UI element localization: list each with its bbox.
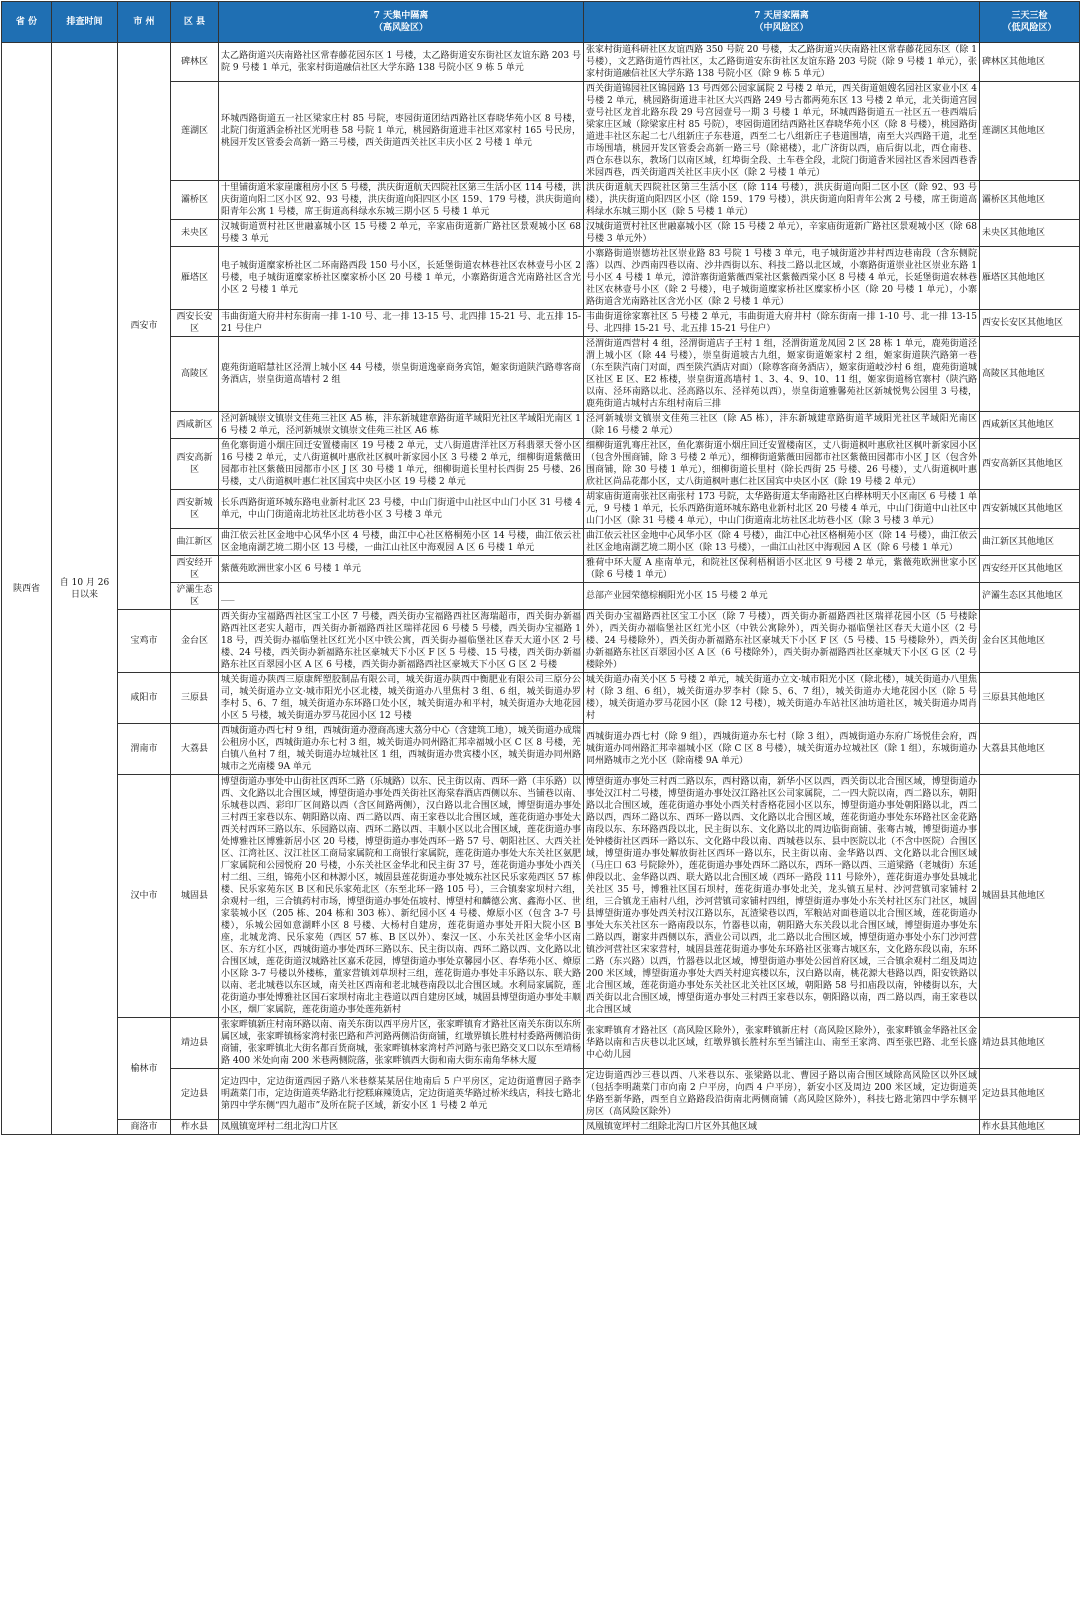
mid-risk-cell: 城关街道办南关小区 5 号楼 2 单元，城关街道办立文·城市阳光小区（除北楼），城关街道办八里焦村（除 3 组、6 组），城关街道办罗李村（除 5、6、7 组），城关街道办大地花园小区（除 5 号楼），城关街道办罗马花园小区（除 12 号楼），城关街道办车站社区油坊道社区，城关街道办周肖村 bbox=[584, 673, 980, 724]
header-high-risk bbox=[219, 2, 584, 43]
table-row bbox=[2, 1120, 1080, 1135]
district-cell: 浐灞生态区 bbox=[171, 583, 219, 610]
city-cell: 咸阳市 bbox=[118, 673, 171, 724]
district-cell: 柞水县 bbox=[171, 1120, 219, 1135]
high-risk-cell: 长乐西路街道环城东路电业新村北区 23 号楼，中山门街道中山社区中山门小区 31 号楼 4 单元，中山门街道南北坊社区北坊巷小区 3 号楼 3 单元 bbox=[219, 490, 584, 529]
low-risk-cell: 定边县其他地区 bbox=[980, 1069, 1080, 1120]
header-high-sub: （高风险区） bbox=[373, 23, 428, 33]
district-cell: 金台区 bbox=[171, 610, 219, 673]
high-risk-cell: 鱼化寨街道小烟庄回迁安置楼南区 19 号楼 2 单元，丈八街道唐洋社区万科翡翠天誉小区 16 号楼 2 单元，丈八街道枫叶惠欣社区枫叶新家园小区 3 号楼 2 单元，细柳街道紫薇田园都市社区紫薇田园都市小区 J 区 30 号楼 1 单元，细柳街道长里村长西街 25 号楼、26 号楼，丈八街道枫叶惠仁社区国宾中央区小区 19 号楼 2 单元 bbox=[219, 439, 584, 490]
high-risk-cell: 张家畔镇新庄村南环路以南、南关东街以西平房片区，张家畔镇育才路社区南关东街以东所属区域，张家畔镇杨家湾村张巴路和芦河路两侧沿街商铺，红墩界镇长胜村村委路两侧沿街商铺，张家畔镇北大街名都百货商城，张家畔镇林家湾村芦河路与张巴路交叉口以东至靖杨路 400 米处向南 200 米巷两侧院落，张家畔镇西大街和南大街东南角华林大厦 bbox=[219, 1018, 584, 1069]
district-cell: 西安新城区 bbox=[171, 490, 219, 529]
high-risk-cell: 环城西路街道五一社区梁家庄村 85 号院，枣园街道团结西路社区春晓华苑小区 8 号楼，北院门街道洒金桥社区光明巷 58 号院 1 单元，桃园路街道进丰社区邓家村 165 号民房，桃园开发区管委会高新一路三号楼，西关街道西关社区丰庆小区 2 号楼 1 单元 bbox=[219, 82, 584, 181]
low-risk-cell: 西安高新区其他地区 bbox=[980, 439, 1080, 490]
header-low-sub: （低风险区） bbox=[1002, 23, 1057, 33]
low-risk-cell: 西安经开区其他地区 bbox=[980, 556, 1080, 583]
table-row bbox=[2, 673, 1080, 724]
high-risk-cell: 西关街办宝福路西社区宝工小区 7 号楼，西关街办宝福路西社区海瑞超市，西关街办新福路西社区老实人超市，西关街办新福路西社区瑞祥花园 6 号楼 5 号楼，西关街办宝福路 118 号，西关街办福临堡社区红光小区中铁公寓，西关街办福临堡社区春天大道小区 2 号楼、24 号楼，西关街办新福路东社区豪城天下小区 F 区 5 号楼、15 号楼，西关街办新福路东社区百翠园小区 A 区 6 号楼，西关街办新福路西社区豪城天下小区 G 区 2 号楼 bbox=[219, 610, 584, 673]
mid-risk-cell: 洪庆街道航天四院社区第三生活小区（除 114 号楼），洪庆街道向阳二区小区（除 92、93 号楼），洪庆街道向阳四区小区（除 159、179 号楼），洪庆街道向阳青年公寓 2 号楼，席王街道高科绿水东城三期小区（除 5 号楼 1 单元） bbox=[584, 181, 980, 220]
mid-risk-cell: 西关街道锦园社区锦园路 13 号西郊公园家属院 2 号楼 2 单元，西关街道姐嫂名园社区家业小区 4 号楼 2 单元，桃园路街道进丰社区大兴西路 249 号古都两苑东区 13 号楼 2 单元，北关街道宫园壹号社区龙首北路东段 29 号宫园壹号一期 3 号楼 1 单元，环城西路街道五一社区五一巷西端后梁家庄区域（除梁家庄村 85 号院），枣园街道团结西路社区春晓华苑小区（除 8 号楼），桃园路街道进丰社区东起二七八组新庄子东巷道，西至二七八组新庄子巷道围墙，南至大兴西路干道，北至市场围墙，桃园开发区管委会高新一路三号（除裙楼），北广济街以西，庙后街以北，西仓南巷、西仓东巷以东，教场门以南区域，红埠街全段、土车巷全段，北院门街道香米园社区香米园西巷香米园西巷，西关街道西关社区丰庆小区（除 2 号楼 1 单元） bbox=[584, 82, 980, 181]
table-row bbox=[2, 724, 1080, 775]
header-mid-risk bbox=[584, 2, 980, 43]
district-cell: 定边县 bbox=[171, 1069, 219, 1120]
high-risk-cell: 电子城街道糜家桥社区二环南路西段 150 号小区，长延堡街道农林巷社区农林壹号小区 2 号楼，电子城街道糜家桥社区糜家桥小区 20 号楼 1 单元，小寨路街道含光南路社区含光小区 2 号楼 1 单元 bbox=[219, 247, 584, 310]
high-risk-cell: 紫薇苑欧洲世家小区 6 号楼 1 单元 bbox=[219, 556, 584, 583]
city-cell: 宝鸡市 bbox=[118, 610, 171, 673]
mid-risk-cell: 小寨路街道崇德坊社区崇业路 83 号院 1 号楼 3 单元，电子城街道沙井村西边巷南段（含东侧院落）以西、沙西南四巷以南、沙井西街以东、科技二路以北区域，小寨路街道崇业社区崇业东路 1 号小区 4 号楼 1 单元，漳浒寨街道紫薇西棠社区紫薇西棠小区 8 号楼 4 单元，长延堡街道农林巷社区农林壹号小区（除 2 号楼），电子城街道糜家桥社区糜家桥小区（除 20 号楼 1 单元），小寨路街道含光南路社区含光小区（除 2 号楼 1 单元） bbox=[584, 247, 980, 310]
district-cell: 西安高新区 bbox=[171, 439, 219, 490]
low-risk-cell: 城固县其他地区 bbox=[980, 775, 1080, 1018]
table-row bbox=[2, 775, 1080, 1018]
mid-risk-cell: 细柳街道乳骞庄社区，鱼化寨街道小烟庄回迁安置楼南区，丈八街道枫叶惠欣社区枫叶新家园小区（包含外围商铺，除 3 号楼 2 单元），细柳街道紫薇田园都市社区紫薇田园都市小区 J 区（包含外围商铺，除 30 号楼 1 单元），细柳街道长里村（除长西街 25 号楼、26 号楼），丈八街道枫叶惠欣社区尚品花都小区，丈八街道枫叶惠仁社区国宾中央区小区（除 19 号楼 2 单元） bbox=[584, 439, 980, 490]
mid-risk-cell: 凤凰镇宽坪村二组除北沟口片区外其他区域 bbox=[584, 1120, 980, 1135]
mid-risk-cell: 张家畔镇育才路社区（高风险区除外），张家畔镇新庄村（高风险区除外），张家畔镇金华路社区金华路以南和吉庆巷以北区域，红墩界镇长胜村东至当铺注山、南至王家湾、西至张巴路、北至长盛中心幼儿园 bbox=[584, 1018, 980, 1069]
high-risk-cell: 十里铺街道米家崖廉租房小区 5 号楼，洪庆街道航天四院社区第三生活小区 114 号楼，洪庆街道向阳二区小区 92、93 号楼，洪庆街道向阳四区小区 159、179 号楼，洪庆街道向阳青年公寓 1 号楼，席王街道高科绿水东城三期小区 5 号楼 1 单元 bbox=[219, 181, 584, 220]
low-risk-cell: 西安长安区其他地区 bbox=[980, 310, 1080, 337]
district-cell: 三原县 bbox=[171, 673, 219, 724]
mid-risk-cell: 雅荷中环大厦 A 座南单元，和院社区保利梧桐语小区北区 9 号楼 2 单元，紫薇苑欧洲世家小区（除 6 号楼 1 单元） bbox=[584, 556, 980, 583]
low-risk-cell: 大荔县其他地区 bbox=[980, 724, 1080, 775]
table-header-row bbox=[2, 2, 1080, 43]
low-risk-cell: 碑林区其他地区 bbox=[980, 43, 1080, 82]
district-cell: 城固县 bbox=[171, 775, 219, 1018]
header-mid-title: 7 天居家隔离 bbox=[754, 11, 809, 21]
mid-risk-cell: 西城街道办西七村（除 9 组），西城街道办东七村（除 3 组），西城街道办东府广场悦佳会府，西城街道办同州路汇邦幸福城小区（除 C 区 8 号楼），城关街道办垃城社区（除 1 组），东城街道办同州路城市之光小区（除南楼 9A 单元） bbox=[584, 724, 980, 775]
high-risk-cell: 凤凰镇宽坪村二组北沟口片区 bbox=[219, 1120, 584, 1135]
high-risk-cell: 西城街道办西七村 9 组，西城街道办澄商高速大荔分中心（含建筑工地），城关街道办成瑞公租房小区，西城街道办东七村 3 组，城关街道办同州路汇邦幸福城小区 C 区 8 号楼，羌白镇八鱼村 7 组，城关街道办垃城社区 1 组，西城街道办贵宾楼小区，城关街道办同州路城市之光南楼 9A 单元 bbox=[219, 724, 584, 775]
city-cell: 西安市 bbox=[118, 43, 171, 610]
city-cell: 榆林市 bbox=[118, 1018, 171, 1120]
table-body bbox=[2, 43, 1080, 1135]
table-row bbox=[2, 1018, 1080, 1069]
low-risk-cell: 金台区其他地区 bbox=[980, 610, 1080, 673]
header-district: 区 县 bbox=[171, 2, 219, 43]
district-cell: 西咸新区 bbox=[171, 412, 219, 439]
high-risk-cell: 韦曲街道大府井村东街南一排 1-10 号、北一排 13-15 号、北四排 15-21 号、北五排 15-21 号住户 bbox=[219, 310, 584, 337]
mid-risk-cell: 汉城街道贾村社区世融嘉城小区（除 15 号楼 2 单元），辛家庙街道新广路社区景观城小区（除 68 号楼 3 单元外） bbox=[584, 220, 980, 247]
district-cell: 西安长安区 bbox=[171, 310, 219, 337]
high-risk-cell: ___ bbox=[219, 583, 584, 610]
district-cell: 莲湖区 bbox=[171, 82, 219, 181]
low-risk-cell: 西安新城区其他地区 bbox=[980, 490, 1080, 529]
time-cell: 自 10 月 26 日以来 bbox=[52, 43, 118, 1135]
low-risk-cell: 浐灞生态区其他地区 bbox=[980, 583, 1080, 610]
low-risk-cell: 灞桥区其他地区 bbox=[980, 181, 1080, 220]
header-city: 市 州 bbox=[118, 2, 171, 43]
mid-risk-cell: 胡家庙街道南张社区南张村 173 号院，太华路街道太华南路社区白桦林明天小区南区 6 号楼 1 单元，9 号楼 1 单元，长乐西路街道环城东路电业新村北区 20 号楼 4 单元，中山门街道中山社区中山门小区（除 31 号楼 4 单元），中山门街道南北坊社区北坊巷小区（除 3 号楼 3 单元） bbox=[584, 490, 980, 529]
mid-risk-cell: 西关街办宝福路西社区宝工小区（除 7 号楼），西关街办新福路西社区瑞祥花园小区（5 号楼除外），西关街办福临堡社区红光小区（中铁公寓除外），西关街办福临堡社区春天大道小区（2 号楼、24 号楼除外），西关街办新福路东社区豪城天下小区 F 区（5 号楼、15 号楼除外），西关街办新福路东社区百翠园小区 A 区（6 号楼除外），西关街办新福路西社区豪城天下小区 G 区（2 号楼除外） bbox=[584, 610, 980, 673]
header-high-title: 7 天集中隔离 bbox=[373, 11, 429, 21]
district-cell: 雁塔区 bbox=[171, 247, 219, 310]
province-cell: 陕西省 bbox=[2, 43, 52, 1135]
high-risk-cell: 曲江依云社区金地中心风华小区 4 号楼，曲江中心社区格桐苑小区 14 号楼，曲江依云社区金地南湖艺境二期小区 13 号楼，一曲江山社区中海观园 A 区 6 号楼 1 单元 bbox=[219, 529, 584, 556]
low-risk-cell: 柞水县其他地区 bbox=[980, 1120, 1080, 1135]
high-risk-cell: 汉城街道贾村社区世融嘉城小区 15 号楼 2 单元，辛家庙街道新广路社区景观城小区 68 号楼 3 单元 bbox=[219, 220, 584, 247]
mid-risk-cell: 博望街道办事处三村西二路以东，西村路以南，新华小区以西，西关街以北合围区域，博望街道办事处汉江村二号楼，博望街道办事处汉江路社区公司家属院，二一四大院以南，西二路以东，朝阳路以北合围区域，莲花街道办事处小西关村香格花园小区以东，博望街道办事处朝阳路以北，西二路以西，西环二路以东、西环一路以西、文化路以北合围区域，莲花街道办事处东环路社区金花路南段以东、东环路西段以北，民主街以东、文化路以北的周边临街商铺、张骞古城，博望街道办事处钟楼街社区西环一路以东、文化路中段以南、西城巷以东、县中医院以北（不含中医院）合围区域，博望街道办事处解放街社区西环一路以东，民主街以南、金华路以西、文化路以北合围区域（马庄口 63 号院除外），莲花街道办事处西环二路以东，西环一路以西、三道梁路（老城街）东延伸段以北、金华路以西、联大路以北合围区域（西环一路段 111 号除外），莲花街道办事处县城北关社区 35 号，博雅社区国石坝村，莲花街道办事处北关，龙头镇五星村、沙河营镇司家铺村 2 组，三合镇龙王庙村八组，沙河营镇司家铺村四组，博望街道办事处小东关村社区东门社区，城固县博望街道办事处西关村汉江路以东，瓦渣梁巷以西，军粮站对面巷道以北合围区域，莲花街道办事处大东关社区东一路南段以东，竹器巷以南，朝阳路大东关段以北合围区域，博望街道办事处东二路以西，谢家井西侧以东，酒业公司以西，北二路以北合围区域，博望街道办事处小东门沙河营镇沙河营社区宋家营村，城固县莲花街道办事处东环路社区张骞古城区东，文化路东段以南，东环二路（东兴路）以西，竹器巷以北区域，博望街道办事处公园首府区域，三合镇余观村二组及周边 200 米区域，博望街道办事处大西关村迎宾楼以东，汉白路以南，桃花源大巷路以西，阳安铁路以北合围区域，莲花街道办事处东关社区北关社区区域，朝阳路 58 号扣庙段以南，钟楼街以东，大西关街以北合围区域，博望街道办事处三村西王家巷以东，朝阳路以南，西二路以西，南王家巷以北合围区域 bbox=[584, 775, 980, 1018]
low-risk-cell: 雁塔区其他地区 bbox=[980, 247, 1080, 310]
district-cell: 曲江新区 bbox=[171, 529, 219, 556]
low-risk-cell: 莲湖区其他地区 bbox=[980, 82, 1080, 181]
district-cell: 靖边县 bbox=[171, 1018, 219, 1069]
high-risk-cell: 博望街道办事处中山街社区西环二路（乐城路）以东、民主街以南、西环一路（丰乐路）以西、文化路以北合围区域，博望街道办事处西关街社区海棠春酒店西侧以东、当铺巷以南、乐城巷以西、彩印厂区间路以西（含区间路两侧），汉白路以北合围区域，博望街道办事处三村西王家巷以东、朝阳路以南、西二路以西、南王家巷以北合围区域，莲花街道办事处大西关村西环三路以东、乐园路以南、西环二路以西、丰顺小区以北合围区域，莲花街道办事处博雅社区博雅新居小区 20 号楼，博望街道办事处西环一路 57 号、朝阳社区、大西关社区、江湾社区、汉江社区工商局家属院和工商银行家属院，莲花街道办事处大东关社区氨肥厂家属院和公园悦府 20 号楼，小东关社区金华北和民主街 37 号，莲花街道办事处小西关村二组、三组，锦苑小区和林源小区，城固县莲花街道办事处城东社区民乐家苑西区 57 栋楼、民乐家苑东区 B 区和民乐家苑北区（东至北环一路 105 号），三合镇秦家坝村六组，余观村一组，三合镇药村市场，博望街道办事处伍坡村、博望村和麟德公寓、鑫海小区、世家装城小区（205 栋、204 栋和 303 栋）、新纪园小区 4 号楼、燎原小区（包含 3-7 号楼），乐城公园如意湖畔小区 8 号楼、大杨村自建房，莲花街道办事处开阳大院小区 B 座，北城龙湾、民乐家苑（西区 57 栋、B 区以外）、秦汉一区、小东关社区金华小区南区、东方红小区，西城街道办事处西环三路以东、民主街以南、西环二路以西、文化路以北合围区域，莲花街道汉城路社区嘉禾花园，博望街道办事处京馨园小区、春华苑小区、燎原小区除 3-7 号楼以外楼栋，董家营镇刘草坝村三组，莲花街道办事处丰乐路以东、联大路以南、老北城巷以东区域，南关社区西南和老北城巷南段以北合围区域。水利局家属院，莲花街道办事处博雅社区国石家坝村南北主巷道以西自建房区域，城固县博望街道办事处丰顺小区，烟厂家属院，莲花街道办事处莲苑新村 bbox=[219, 775, 584, 1018]
city-cell: 商洛市 bbox=[118, 1120, 171, 1135]
district-cell: 高陵区 bbox=[171, 337, 219, 412]
low-risk-cell: 未央区其他地区 bbox=[980, 220, 1080, 247]
low-risk-cell: 三原县其他地区 bbox=[980, 673, 1080, 724]
district-cell: 大荔县 bbox=[171, 724, 219, 775]
high-risk-cell: 泾河新城崇文镇崇文佳苑三社区 A5 栋，沣东新城建章路街道芊域阳光社区芊域阳光南区 16 号楼 2 单元，泾河新城崇文镇崇文佳苑三社区 A6 栋 bbox=[219, 412, 584, 439]
city-cell: 渭南市 bbox=[118, 724, 171, 775]
district-cell: 碑林区 bbox=[171, 43, 219, 82]
high-risk-cell: 太乙路街道兴庆南路社区常春藤花园东区 1 号楼，太乙路街道安东街社区友谊东路 203 号院 9 号楼 1 单元，张家村街道融信社区大学东路 138 号院小区 9 栋 5 单元 bbox=[219, 43, 584, 82]
district-cell: 西安经开区 bbox=[171, 556, 219, 583]
mid-risk-cell: 泾河新城崇文镇崇文佳苑三社区（除 A5 栋），沣东新城建章路街道芊域阳光社区芊域阳光南区（除 16 号楼 2 单元） bbox=[584, 412, 980, 439]
table-row bbox=[2, 610, 1080, 673]
mid-risk-cell: 韦曲街道徐家寨社区 5 号楼 2 单元，韦曲街道大府井村（除东街南一排 1-10 号、北一排 13-15 号、北四排 15-21 号、北五排 15-21 号住户） bbox=[584, 310, 980, 337]
high-risk-cell: 定边四中，定边街道西园子路八米巷蔡某某居住地南后 5 户平房区，定边街道曹园子路李明蔬菜门市，定边街道英华路北行挖糕麻辣烫店，定边街道英华路过桥米线店，科技七路北第四中学东侧“四九超市”及所在院子区域，新安小区 1 号楼 2 单元 bbox=[219, 1069, 584, 1120]
city-cell: 汉中市 bbox=[118, 775, 171, 1018]
mid-risk-cell: 总部产业园荣德棕榈阳光小区 15 号楼 2 单元 bbox=[584, 583, 980, 610]
header-low-title: 三天三检 bbox=[1011, 11, 1048, 21]
header-province: 省 份 bbox=[2, 2, 52, 43]
mid-risk-cell: 泾渭街道西营村 4 组，泾渭街道店子王村 1 组，泾渭街道龙凤园 2 区 28 栋 1 单元，鹿苑街道泾渭上城小区（除 44 号楼），崇皇街道坡古九组，姬家街道姬家村 2 组，姬家街道陕汽路第一巷（东至陕汽南门对面，西至陕汽酒店对面）（除尊客商务酒店），姬家街道岐沙村 6 组，鹿苑街道城区社区 E 区、E2 栋楼，崇皇街道高墙村 1、3、4、9、10、11 组，姬家街道杨官寨村（陕汽路以南、泾环南路以北、泾高路以东、泾祥苑以西），崇皇街道雅馨苑社区新城悦隽公园里 3 号楼，鹿苑街道古城村古东组村南后三排 bbox=[584, 337, 980, 412]
mid-risk-cell: 定边街道西沙三巷以西、八米巷以东、张梁路以北、曹园子路以南合围区域除高风险区以外区域（包括李明蔬菜门市向南 2 户平房，向西 4 户平房），新安小区及周边 200 米区域，定边街道英华路至新华路，西至自立路路段沿街南北两侧商铺（高风险区除外），科技七路北第四中学东侧平房区（高风险区除外） bbox=[584, 1069, 980, 1120]
header-mid-sub: （中风险区） bbox=[754, 23, 809, 33]
district-cell: 未央区 bbox=[171, 220, 219, 247]
low-risk-cell: 曲江新区其他地区 bbox=[980, 529, 1080, 556]
low-risk-cell: 高陵区其他地区 bbox=[980, 337, 1080, 412]
low-risk-cell: 靖边县其他地区 bbox=[980, 1018, 1080, 1069]
district-cell: 灞桥区 bbox=[171, 181, 219, 220]
mid-risk-cell: 张家村街道科研社区友谊西路 350 号院 20 号楼，太乙路街道兴庆南路社区常春藤花园东区（除 1 号楼），文艺路街道竹西社区，太乙路街道安东街社区友谊东路 203 号院（除 9 号楼 1 单元），张家村街道融信社区大学东路 138 号院小区（除 9 栋 5 单元） bbox=[584, 43, 980, 82]
header-low-risk bbox=[980, 2, 1080, 43]
table-row bbox=[2, 43, 1080, 82]
risk-area-table bbox=[1, 1, 1080, 1135]
high-risk-cell: 城关街道办陕西三原康辉塑胶制品有限公司，城关街道办陕西中衡肥业有限公司三原分公司，城关街道办立文·城市阳光小区北楼，城关街道办八里焦村 3 组、6 组，城关街道办罗李村 5、6、7 组，城关街道办东环路口处小区，城关街道办和平村，城关街道办大地花园小区 5 号楼，城关街道办罗马花园小区 12 号楼 bbox=[219, 673, 584, 724]
high-risk-cell: 鹿苑街道昭慧社区泾渭上城小区 44 号楼，崇皇街道逸豪商务宾馆，姬家街道陕汽路尊客商务酒店，崇皇街道高墙村 2 组 bbox=[219, 337, 584, 412]
mid-risk-cell: 曲江依云社区金地中心风华小区（除 4 号楼），曲江中心社区格桐苑小区（除 14 号楼），曲江依云社区金地南湖艺境二期小区（除 13 号楼），一曲江山社区中海观园 A 区（除 6 号楼 1 单元） bbox=[584, 529, 980, 556]
low-risk-cell: 西咸新区其他地区 bbox=[980, 412, 1080, 439]
header-time: 排查时间 bbox=[52, 2, 118, 43]
